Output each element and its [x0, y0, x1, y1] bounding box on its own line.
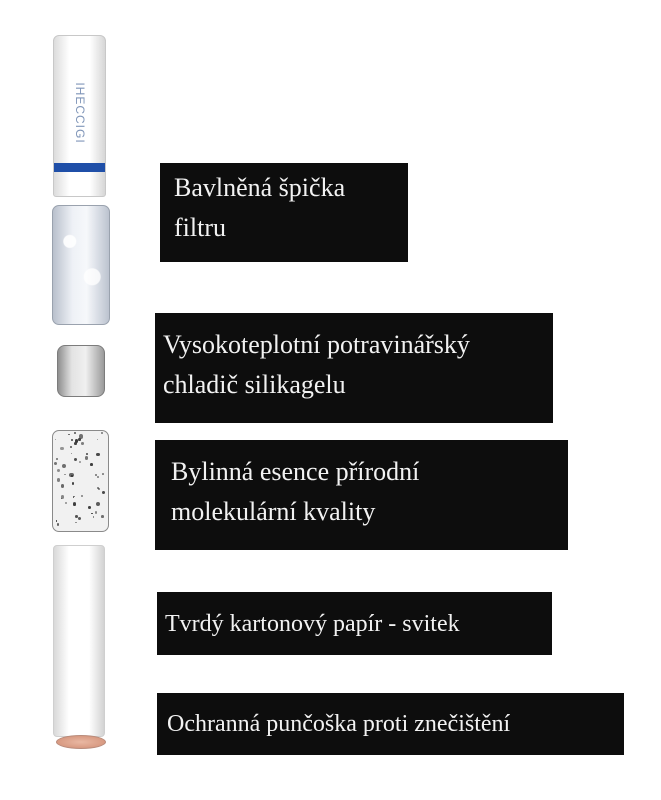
label-herbal-essence: [155, 440, 568, 550]
herbal-speck: [74, 442, 77, 445]
herbal-speck: [78, 517, 81, 520]
herbal-speck: [75, 515, 78, 518]
herbal-speck: [57, 478, 60, 481]
herbal-speck: [96, 502, 100, 506]
herbal-speck: [96, 453, 99, 456]
brand-logo-text: IHECCIGI: [72, 82, 87, 144]
herbal-speck: [101, 432, 103, 434]
herbal-speck: [73, 502, 76, 505]
herbal-speck: [56, 520, 58, 522]
herbal-speck: [88, 506, 91, 509]
herbal-speck: [68, 434, 70, 436]
herbal-speck: [93, 516, 94, 517]
silica-cooler-icon: [57, 345, 105, 397]
herbal-speck: [56, 458, 59, 461]
herbal-speck: [60, 447, 64, 451]
herbal-speck: [57, 523, 60, 526]
label-paper-roll: [157, 592, 552, 655]
herbal-speck: [64, 474, 65, 475]
label-line: filtru: [174, 213, 226, 242]
herbal-speck: [62, 464, 66, 468]
herbal-speck: [61, 484, 64, 487]
herbal-speck: [90, 463, 93, 466]
herbal-speck: [79, 434, 83, 438]
herbal-speck: [85, 456, 89, 460]
herbal-speck: [81, 442, 84, 445]
label-line: chladič silikagelu: [163, 370, 346, 399]
label-line: Bylinná esence přírodní: [171, 457, 420, 486]
herbal-speck: [74, 458, 77, 461]
herbal-speck: [78, 438, 81, 441]
label-cotton-tip: [160, 163, 408, 262]
herbal-speck: [75, 522, 76, 523]
blue-stripe: [54, 163, 105, 172]
herbal-speck: [86, 453, 88, 455]
herbal-speck: [102, 473, 104, 475]
herbal-speck: [97, 476, 99, 478]
herbal-speck: [70, 446, 73, 449]
herbal-speck: [61, 495, 64, 498]
paper-roll-icon: [53, 545, 105, 737]
herbal-speck: [71, 453, 72, 454]
herbal-speck: [71, 475, 72, 476]
herbal-speck: [57, 469, 60, 472]
herbal-speck: [71, 439, 73, 441]
herbal-speck: [79, 461, 81, 463]
herbal-speck: [55, 439, 57, 441]
herbal-speck: [95, 511, 98, 514]
herbal-speck: [54, 462, 57, 465]
herbal-speck: [65, 502, 67, 504]
herbal-speck: [102, 491, 105, 494]
label-silica-cooler: [155, 313, 553, 423]
herbal-speck: [81, 495, 83, 497]
herbal-speck: [101, 515, 104, 518]
label-protective-sock: [157, 693, 624, 755]
label-line: Bavlněná špička: [174, 173, 346, 202]
herbal-speck: [72, 482, 75, 485]
protective-sock-icon: [56, 735, 106, 749]
label-line: Vysokoteplotní potravinářský: [163, 330, 470, 359]
herbal-speck: [74, 432, 77, 435]
herbal-speck: [97, 439, 98, 440]
herbal-speck: [98, 488, 100, 490]
cotton-filter-icon: [52, 205, 110, 325]
label-line: molekulární kvality: [171, 497, 376, 526]
herbal-speck: [91, 513, 93, 515]
filter-tip-cylinder-icon: [53, 35, 106, 197]
label-line: Ochranná punčoška proti znečištění: [167, 711, 511, 737]
label-line: Tvrdý kartonový papír - svitek: [165, 611, 460, 637]
herbal-segment-icon: [52, 430, 109, 532]
